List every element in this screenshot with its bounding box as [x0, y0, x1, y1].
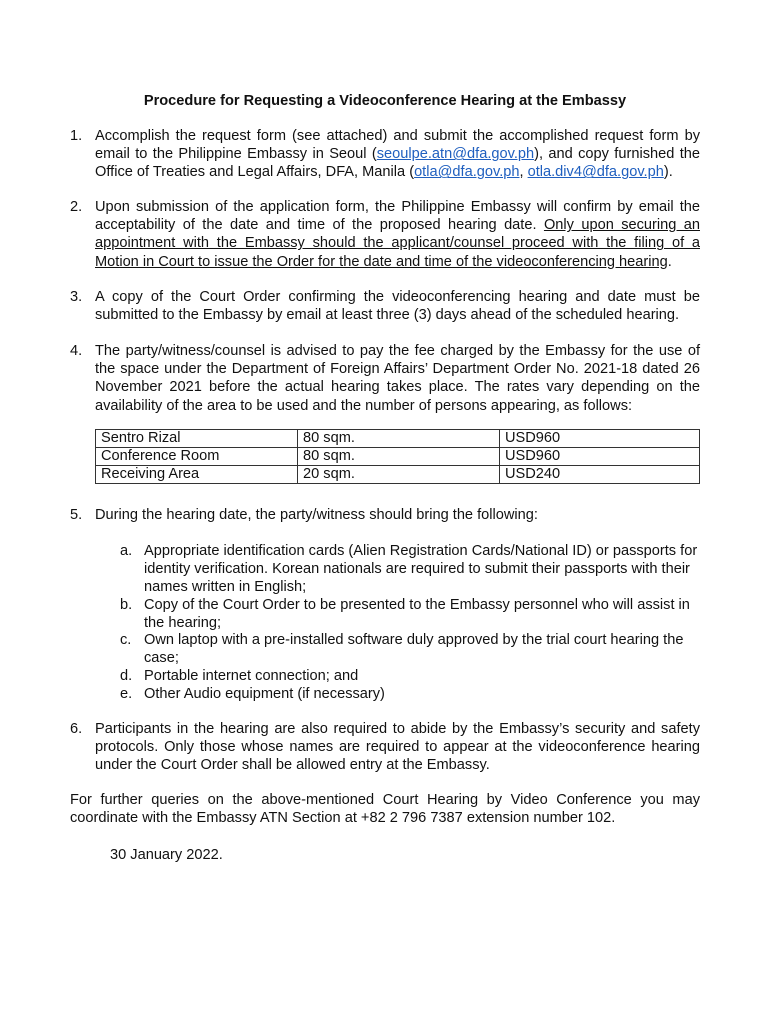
item-number: 2.: [70, 199, 83, 215]
item-text: A copy of the Court Order confirming the videoconferencing hearing and date must be submitted to the Embassy by email at least three (3) days ahead of the scheduled hearing.: [95, 289, 700, 324]
table-row: [96, 430, 700, 448]
item-text: The party/witness/counsel is advised to pay the fee charged by the Embassy for the use of the space under the Department of Foreign Affairs’ Department Order No. 2021-18 dated 26 November 2021 before the actual hearing takes place. The rates vary depending on the availability of the area to be used and the number of persons appearing, as follows:: [95, 343, 700, 414]
page-title: Procedure for Requesting a Videoconference Hearing at the Embassy: [143, 93, 627, 109]
email-link-otla-div4[interactable]: otla.div4@dfa.gov.ph: [527, 164, 664, 181]
underlined-notice: Only upon securing an appointment with the Embassy should the applicant/counsel proceed with the filing of a Motion in Court to issue the Order for the date and time of the videoconferencing hearing: [95, 217, 700, 270]
item-number: 4.: [70, 343, 83, 359]
sub-item-text: Appropriate identification cards (Alien Registration Cards/National ID) or passports for identity verification. Korean nationals are required to submit their passports with their names written in English;: [144, 543, 698, 596]
list-item-3: [70, 288, 700, 324]
table-row: [96, 448, 700, 466]
item-number: 5.: [70, 507, 83, 523]
size-cell: 20 sqm.: [298, 466, 500, 484]
area-cell: Conference Room: [96, 448, 298, 466]
price-cell: USD240: [500, 466, 700, 484]
table-row: [96, 466, 700, 484]
area-cell: Receiving Area: [96, 466, 298, 484]
item-text: During the hearing date, the party/witness should bring the following:: [95, 507, 538, 523]
item-text: Upon submission of the application form, the Philippine Embassy will confirm by email the acceptability of the date and time of the proposed hearing date. Only upon securing an appointment with the Embassy should the applicant/counsel proceed with the filing of a Motion in Court to issue the Order for the date and time of the videoconferencing hearing.: [95, 199, 700, 270]
list-item-2: [70, 198, 700, 271]
email-link-seoulpe[interactable]: seoulpe.atn@dfa.gov.ph: [376, 146, 535, 163]
sub-item-e: [120, 685, 700, 703]
list-item-5: [70, 506, 700, 524]
item-text: Participants in the hearing are also required to abide by the Embassy’s security and safety protocols. Only those whose names are required to appear at the videoconference hearing under the Court Order shall be allowed entry at the Embassy.: [95, 721, 700, 774]
rates-table: [95, 429, 700, 484]
list-item-1: [70, 127, 700, 182]
sub-item-letter: c.: [120, 632, 132, 648]
sub-item-letter: e.: [120, 686, 133, 702]
sub-item-c: [120, 631, 700, 667]
size-cell: 80 sqm.: [298, 448, 500, 466]
item-text: Accomplish the request form (see attached) and submit the accomplished request form by email to the Philippine Embassy in Seoul (seoulpe.atn@dfa.gov.ph), and copy furnished the Office of Treaties and Legal Affairs, DFA, Manila (otla@dfa.gov.ph, otla.div4@dfa.gov.ph).: [95, 128, 700, 181]
sub-item-text: Portable internet connection; and: [144, 668, 359, 684]
sub-item-text: Other Audio equipment (if necessary): [144, 686, 385, 702]
item-number: 1.: [70, 128, 83, 144]
area-cell: Sentro Rizal: [96, 430, 298, 448]
size-cell: 80 sqm.: [298, 430, 500, 448]
closing-paragraph: For further queries on the above-mentioned Court Hearing by Video Conference you may coordinate with the Embassy ATN Section at +82 2 796 7387 extension number 102.: [70, 792, 700, 827]
sub-item-b: [120, 596, 700, 632]
sub-item-letter: d.: [120, 668, 133, 684]
list-item-4: [70, 342, 700, 415]
email-link-otla[interactable]: otla@dfa.gov.ph: [414, 164, 520, 181]
price-cell: USD960: [500, 430, 700, 448]
item-number: 6.: [70, 721, 83, 737]
list-item-6: [70, 720, 700, 775]
document-date: 30 January 2022.: [110, 847, 223, 863]
sub-item-letter: a.: [120, 543, 133, 559]
price-cell: USD960: [500, 448, 700, 466]
item-number: 3.: [70, 289, 83, 305]
sub-item-a: [120, 542, 700, 597]
sub-item-d: [120, 667, 700, 685]
sub-item-text: Copy of the Court Order to be presented to the Embassy personnel who will assist in the hearing;: [144, 597, 690, 632]
sub-item-letter: b.: [120, 597, 133, 613]
sub-item-text: Own laptop with a pre-installed software duly approved by the trial court hearing the case;: [144, 632, 684, 667]
